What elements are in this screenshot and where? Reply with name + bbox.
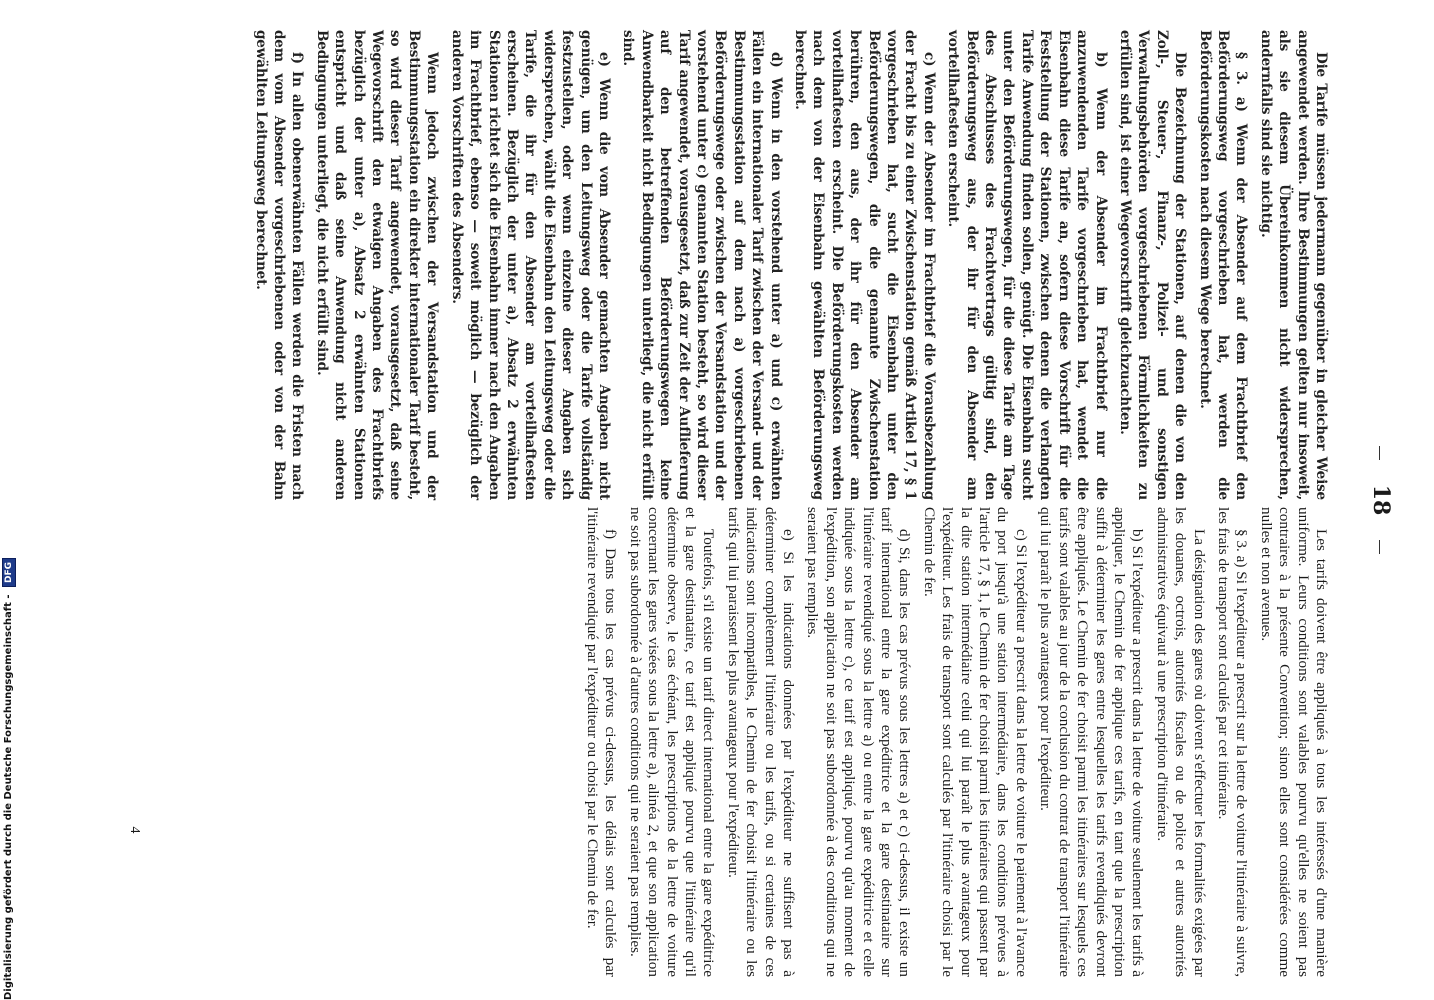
- german-paragraph: e) Wenn die vom Absender gemachten Angaben nicht genügen, um den Leitungsweg oder die Tarife vollständig festzustellen, oder wenn einzelne dieser Angaben sich widersprechen, wählt die Eisenbahn den Leitungsweg oder die Tarife, die ihr für den Absender am vorteilhaftesten erscheinen. Bezüglich der unter a), Absatz 2 erwähnten Stationen richtet sich die Eisenbahn immer nach den Angaben im Frachtbrief, ebenso — soweit möglich — bezüglich der anderen Vorschriften des Absenders.: [448, 30, 612, 500]
- french-paragraph: Toutefois, s'il existe un tarif direct international entre la gare expéditrice et la gare destinataire, ce tarif est appliqué pourvu que l'itinéraire qu'il détermine observe, le cas échéant, les prescriptions de la lettre de voiture concernant les gares visées sous la lettre a), alinéa 2, et que son application ne soit pas subordonnée à d'autres conditions qui ne seraient pas remplies.: [626, 507, 718, 977]
- page-number-dash-right: [1379, 540, 1380, 554]
- french-paragraph: f) Dans tous les cas prévus ci-dessus, les délais sont calculés par l'itinéraire revendiqué par l'expéditeur ou choisi par le Chemin de fer.: [583, 507, 620, 977]
- dfg-logo: DFG: [2, 558, 16, 587]
- french-paragraph: Les tarifs doivent être appliqués à tous les intéressés d'une manière uniforme. Leurs conditions sont valables pourvu qu'elles ne soient pas contraires à la présente Convention; sinon elles sont considérées comme nulles et non avenues.: [1257, 507, 1330, 977]
- german-paragraph: Die Tarife müssen jedermann gegenüber in gleicher Weise angewendet werden. Ihre Bestimmungen gelten nur insoweit, als sie diesem Übereinkommen nicht widersprechen, andernfalls sind sie nichtig.: [1257, 30, 1329, 500]
- german-text-column: [245, 30, 1330, 500]
- german-paragraph: d) Wenn in den vorstehend unter a) und c) erwähnten Fällen ein internationaler Tarif zwischen der Versand- und der Bestimmungsstation auf dem nach a) vorgeschriebenen Beförderungswege oder zwischen der Versandstation und der vorstehend unter c) genannten Station besteht, so wird dieser Tarif angewendet, vorausgesetzt, daß zur Zeit der Auflieferung auf den betreffenden Beförderungswegen keine Anwendbarkeit nicht Bedingungen unterliegt, die nicht erfüllt sind.: [620, 30, 784, 500]
- french-paragraph: b) Si l'expéditeur a prescrit dans la lettre de voiture seulement les tarifs à appliquer, le Chemin de fer applique ces tarifs, en tant que la prescription suffit à déterminer les gares entre lesquelles les tarifs revendiqués devront être appliqués. Le Chemin de fer choisit parmi les itinéraires sur lesquels ces tarifs sont valables au jour de la conclusion du contrat de transport l'itinéraire qui lui paraît le plus avantageux pour l'expéditeur.: [1037, 507, 1147, 977]
- digitization-note: [2, 561, 16, 1000]
- digitization-note-text: Digitalisierung gefördert durch die Deutsche Forschungsgemeinschaft -: [3, 594, 14, 1000]
- german-paragraph: Wenn jedoch zwischen der Versandstation und der Bestimmungsstation ein direkter internationaler Tarif besteht, so wird dieser Tarif angewendet, vorausgesetzt, daß seine Wegevorschrift den etwaigen Angaben des Frachtbriefs bezüglich der unter a), Absatz 2 erwähnten Stationen entspricht und daß seine Anwendung nicht anderen Bedingungen unterliegt, die nicht erfüllt sind.: [313, 30, 441, 500]
- german-paragraph: b) Wenn der Absender im Frachtbrief nur die anzuwendenden Tarife vorgeschrieben hat, wendet die Eisenbahn diese Tarife an, sofern diese Vorschrift für die Feststellung der Stationen, zwischen denen die verlangten Tarife Anwendung finden sollen, genügt. Die Eisenbahn sucht unter den Beförderungswegen, für die diese Tarife am Tage des Abschlusses des Frachtvertrags gültig sind, den Beförderungsweg aus, der ihr für den Absender am vorteilhaftesten erscheint.: [945, 30, 1109, 500]
- german-paragraph: Die Bezeichnung der Stationen, auf denen die von den Zoll-, Steuer-, Finanz-, Polizei- und sonstigen Verwaltungsbehörden vorgeschriebenen Förmlichkeiten zu erfüllen sind, ist einer Wegevorschrift gleichzuachten.: [1116, 30, 1189, 500]
- french-paragraph: c) Si l'expéditeur a prescrit dans la lettre de voiture le paiement à l'avance du port jusqu'à une station intermédiaire, dans les conditions prévues à l'article 17, § 1, le Chemin de fer choisit parmi les itinéraires qui passent par la dite station intermédiaire celui qui lui paraît le plus avantageux pour l'expéditeur. Les frais de transport sont calculés par l'itinéraire choisi par le Chemin de fer.: [920, 507, 1030, 977]
- french-paragraph: § 3. a) Si l'expéditeur a prescrit sur la lettre de voiture l'itinéraire à suivre, les frais de transport sont calculés par cet itinéraire.: [1214, 507, 1251, 977]
- french-paragraph: La désignation des gares où doivent s'effectuer les formalités exigées par les douanes, octrois, autorités fiscales ou de police et autres autorités administratives équivaut à une prescription d'itinéraire.: [1153, 507, 1208, 977]
- page-number: 18: [1368, 484, 1394, 516]
- german-paragraph: § 3. a) Wenn der Absender auf dem Frachtbrief den Beförderungsweg vorgeschrieben hat, werden die Beförderungskosten nach diesem Wege berechnet.: [1196, 30, 1250, 500]
- german-paragraph: f) In allen obenerwähnten Fällen werden die Fristen nach dem vom Absender vorgeschriebenen oder von der Bahn gewählten Leitungsweg berechnet.: [252, 30, 306, 500]
- french-paragraph: d) Si, dans les cas prévus sous les lettres a) et c) ci-dessus, il existe un tarif international entre la gare expéditrice et la gare destinataire sur l'itinéraire revendiqué sous la lettre a) ou entre la gare expéditrice et celle indiquée sous la lettre c), ce tarif est appliqué, pourvu qu'au moment de l'expédition, son application ne soit pas subordonnée à des conditions qui ne seraient pas remplies.: [804, 507, 914, 977]
- french-text-column: [577, 507, 1330, 977]
- german-paragraph: c) Wenn der Absender im Frachtbrief die Vorausbezahlung der Fracht bis zu einer Zwischenstation gemäß Artikel 17, § 1 vorgeschrieben hat, sucht die Eisenbahn unter den Beförderungswegen, die die genannte Zwischenstation berühren, den aus, der ihr für den Absender am vorteilhaftesten erscheint. Die Beförderungskosten werden nach dem von der Eisenbahn gewählten Beförderungsweg berechnet.: [792, 30, 937, 500]
- french-paragraph: e) Si les indications données par l'expéditeur ne suffisent pas à déterminer complètement l'itinéraire ou les tarifs, ou si certaines de ces indications sont incompatibles, le Chemin de fer choisit l'itinéraire ou les tarifs qui lui paraissent les plus avantageux pour l'expéditeur.: [724, 507, 798, 977]
- page-number-dash-left: [1379, 446, 1380, 460]
- signature-mark: 4: [127, 826, 142, 834]
- digitization-strip: [2, 0, 16, 1000]
